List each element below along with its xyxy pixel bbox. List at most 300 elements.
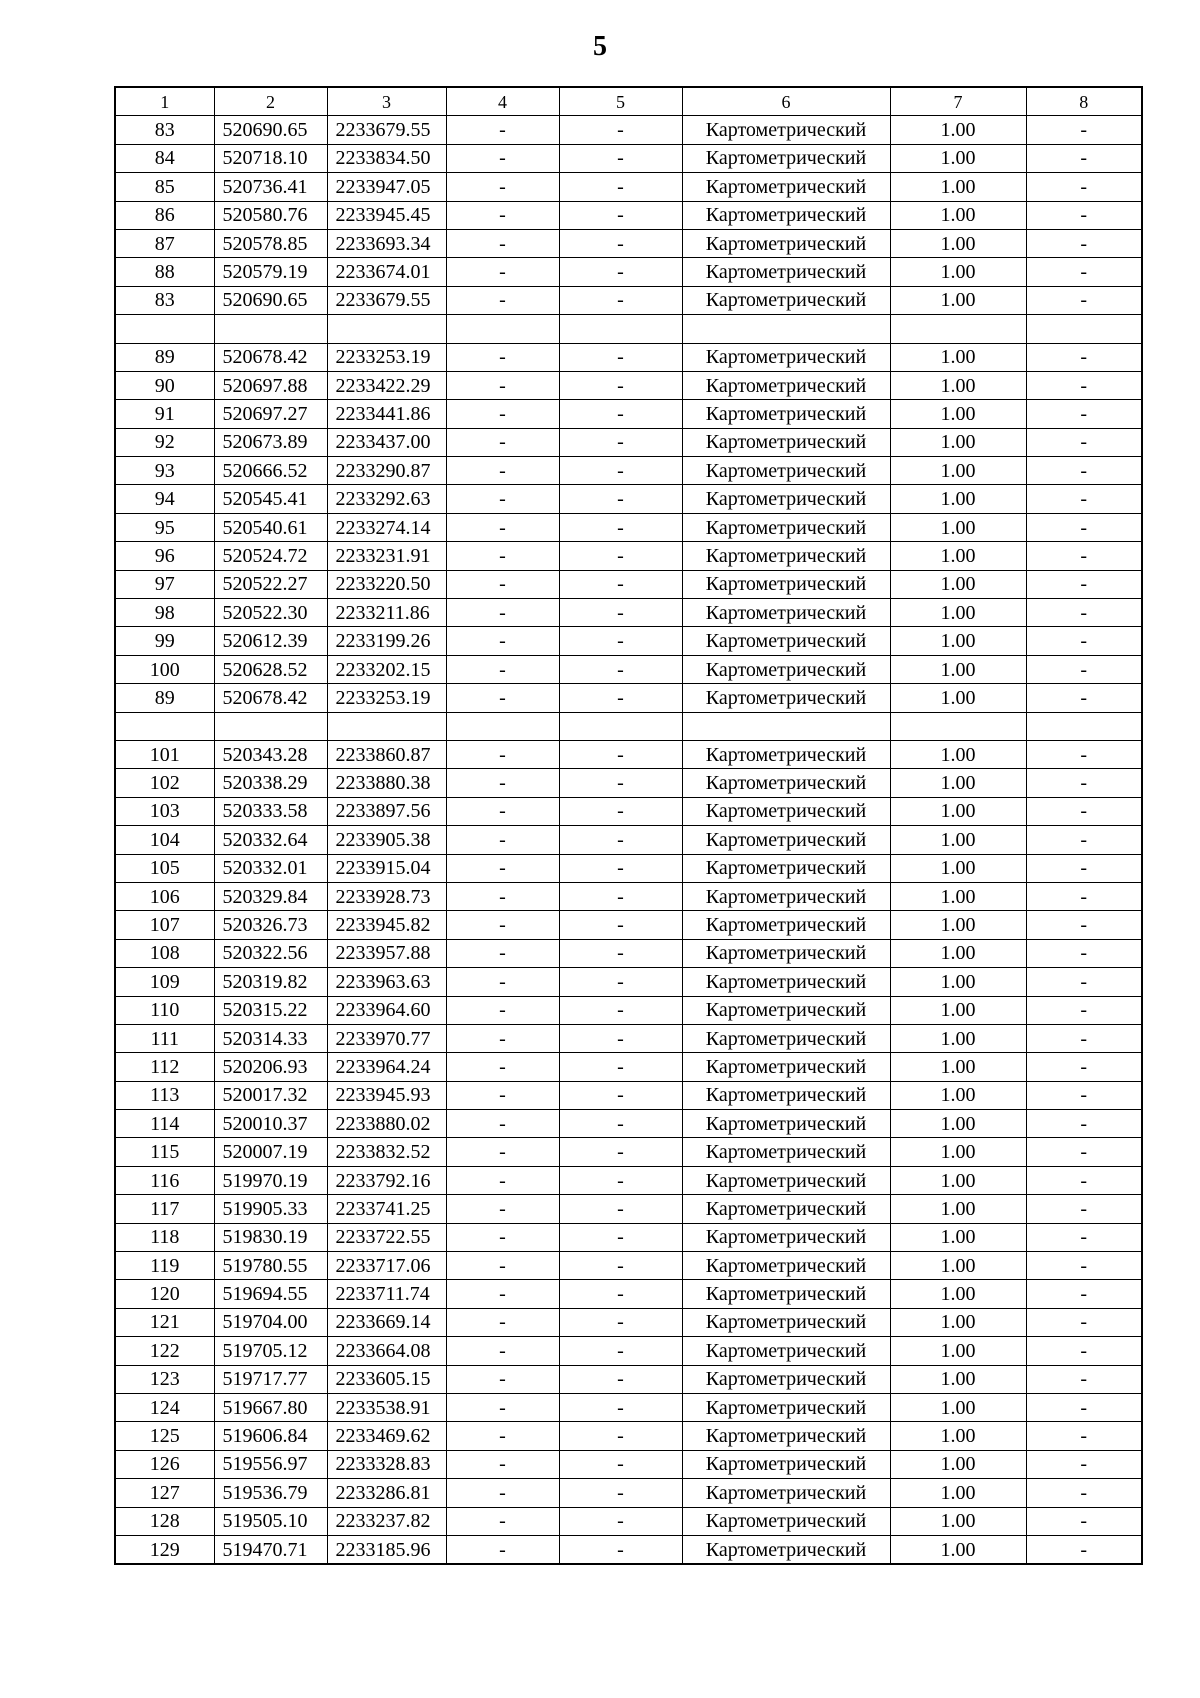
cell-col-4: - <box>446 1507 559 1535</box>
cell-coord-x: 520206.93 <box>214 1053 327 1081</box>
cell-col-4: - <box>446 1535 559 1564</box>
cell-point-number: 99 <box>115 627 214 655</box>
cell-method: Картометрический <box>682 1479 890 1507</box>
cell-col-8: - <box>1026 371 1142 399</box>
cell-point-number: 117 <box>115 1195 214 1223</box>
cell-coord-y: 2233422.29 <box>327 371 446 399</box>
cell-coord-y: 2233437.00 <box>327 428 446 456</box>
cell-col-4: - <box>446 1166 559 1194</box>
table-row <box>115 996 1142 1024</box>
cell-col-5: - <box>559 1280 682 1308</box>
cell-col-8: - <box>1026 1053 1142 1081</box>
cell-col-4: - <box>446 968 559 996</box>
table-header-row <box>115 87 1142 116</box>
table-row <box>115 400 1142 428</box>
cell-coord-y: 2233664.08 <box>327 1337 446 1365</box>
cell-accuracy: 1.00 <box>890 797 1026 825</box>
cell-coord-y: 2233274.14 <box>327 513 446 541</box>
cell-col-4: - <box>446 201 559 229</box>
cell-point-number <box>115 315 214 343</box>
cell-coord-y: 2233860.87 <box>327 740 446 768</box>
cell-coord-y: 2233832.52 <box>327 1138 446 1166</box>
cell-col-4: - <box>446 996 559 1024</box>
cell-coord-y <box>327 315 446 343</box>
cell-point-number: 93 <box>115 457 214 485</box>
header-cell-point-number: 1 <box>115 87 214 116</box>
cell-col-5: - <box>559 826 682 854</box>
cell-col-8: - <box>1026 258 1142 286</box>
cell-accuracy: 1.00 <box>890 371 1026 399</box>
cell-method: Картометрический <box>682 1024 890 1052</box>
table-row <box>115 1535 1142 1564</box>
table-row <box>115 343 1142 371</box>
header-cell-col-4: 4 <box>446 87 559 116</box>
cell-point-number: 119 <box>115 1252 214 1280</box>
table-row <box>115 173 1142 201</box>
cell-col-4: - <box>446 457 559 485</box>
cell-accuracy: 1.00 <box>890 599 1026 627</box>
cell-point-number: 120 <box>115 1280 214 1308</box>
cell-col-5: - <box>559 1166 682 1194</box>
cell-method: Картометрический <box>682 1280 890 1308</box>
cell-col-4: - <box>446 1337 559 1365</box>
cell-col-8: - <box>1026 1223 1142 1251</box>
cell-coord-x: 520580.76 <box>214 201 327 229</box>
cell-col-5: - <box>559 201 682 229</box>
cell-method: Картометрический <box>682 116 890 144</box>
cell-accuracy: 1.00 <box>890 542 1026 570</box>
cell-point-number: 105 <box>115 854 214 882</box>
cell-coord-x: 520522.30 <box>214 599 327 627</box>
cell-col-4: - <box>446 740 559 768</box>
cell-col-4: - <box>446 1393 559 1421</box>
cell-point-number: 114 <box>115 1110 214 1138</box>
cell-method: Картометрический <box>682 343 890 371</box>
cell-accuracy: 1.00 <box>890 1280 1026 1308</box>
cell-col-5: - <box>559 1110 682 1138</box>
cell-col-8: - <box>1026 570 1142 598</box>
cell-coord-y: 2233253.19 <box>327 343 446 371</box>
table-row <box>115 740 1142 768</box>
cell-col-8: - <box>1026 740 1142 768</box>
cell-method: Картометрический <box>682 1393 890 1421</box>
cell-col-8: - <box>1026 1195 1142 1223</box>
cell-col-8: - <box>1026 1081 1142 1109</box>
table-body <box>115 87 1142 1564</box>
cell-col-8: - <box>1026 911 1142 939</box>
cell-col-5: - <box>559 627 682 655</box>
table-row <box>115 882 1142 910</box>
cell-coord-x: 520332.01 <box>214 854 327 882</box>
cell-col-4: - <box>446 428 559 456</box>
cell-method: Картометрический <box>682 996 890 1024</box>
cell-col-5: - <box>559 1252 682 1280</box>
cell-point-number: 98 <box>115 599 214 627</box>
cell-method: Картометрический <box>682 769 890 797</box>
cell-col-8: - <box>1026 1479 1142 1507</box>
cell-col-4: - <box>446 826 559 854</box>
cell-col-8: - <box>1026 769 1142 797</box>
cell-col-5: - <box>559 116 682 144</box>
cell-col-4: - <box>446 599 559 627</box>
cell-coord-x: 519606.84 <box>214 1422 327 1450</box>
cell-col-5: - <box>559 1195 682 1223</box>
cell-coord-y: 2233880.38 <box>327 769 446 797</box>
cell-method: Картометрический <box>682 1053 890 1081</box>
cell-coord-x: 520326.73 <box>214 911 327 939</box>
cell-col-4 <box>446 315 559 343</box>
cell-coord-y: 2233220.50 <box>327 570 446 598</box>
cell-method: Картометрический <box>682 655 890 683</box>
cell-col-5: - <box>559 229 682 257</box>
cell-point-number: 96 <box>115 542 214 570</box>
table-row <box>115 371 1142 399</box>
cell-col-5: - <box>559 599 682 627</box>
cell-accuracy: 1.00 <box>890 1450 1026 1478</box>
cell-col-4: - <box>446 769 559 797</box>
cell-coord-y: 2233741.25 <box>327 1195 446 1223</box>
cell-col-4: - <box>446 1280 559 1308</box>
cell-col-4: - <box>446 1195 559 1223</box>
cell-col-8: - <box>1026 201 1142 229</box>
cell-accuracy: 1.00 <box>890 911 1026 939</box>
cell-coord-y: 2233905.38 <box>327 826 446 854</box>
cell-accuracy: 1.00 <box>890 457 1026 485</box>
cell-point-number: 104 <box>115 826 214 854</box>
cell-coord-y: 2233538.91 <box>327 1393 446 1421</box>
cell-col-8: - <box>1026 1308 1142 1336</box>
cell-col-8: - <box>1026 599 1142 627</box>
cell-col-8: - <box>1026 1393 1142 1421</box>
cell-coord-y: 2233211.86 <box>327 599 446 627</box>
cell-col-8: - <box>1026 1280 1142 1308</box>
cell-method: Картометрический <box>682 1365 890 1393</box>
cell-coord-y: 2233964.24 <box>327 1053 446 1081</box>
cell-method: Картометрический <box>682 826 890 854</box>
cell-coord-y: 2233711.74 <box>327 1280 446 1308</box>
cell-accuracy: 1.00 <box>890 939 1026 967</box>
cell-accuracy: 1.00 <box>890 485 1026 513</box>
cell-coord-x: 519704.00 <box>214 1308 327 1336</box>
cell-point-number: 126 <box>115 1450 214 1478</box>
cell-accuracy: 1.00 <box>890 1138 1026 1166</box>
cell-col-5: - <box>559 457 682 485</box>
cell-coord-x: 519694.55 <box>214 1280 327 1308</box>
cell-point-number: 88 <box>115 258 214 286</box>
cell-accuracy: 1.00 <box>890 655 1026 683</box>
table-row <box>115 286 1142 314</box>
cell-coord-y: 2233605.15 <box>327 1365 446 1393</box>
cell-method: Картометрический <box>682 1110 890 1138</box>
cell-col-4: - <box>446 1110 559 1138</box>
cell-coord-x: 520545.41 <box>214 485 327 513</box>
cell-accuracy: 1.00 <box>890 229 1026 257</box>
cell-col-5 <box>559 315 682 343</box>
cell-col-8: - <box>1026 286 1142 314</box>
cell-col-8: - <box>1026 343 1142 371</box>
cell-col-4: - <box>446 882 559 910</box>
table-row <box>115 939 1142 967</box>
cell-method: Картометрический <box>682 428 890 456</box>
cell-col-4: - <box>446 542 559 570</box>
cell-col-8: - <box>1026 1110 1142 1138</box>
cell-point-number: 86 <box>115 201 214 229</box>
cell-coord-x: 520678.42 <box>214 343 327 371</box>
cell-coord-y: 2233185.96 <box>327 1535 446 1564</box>
cell-coord-y: 2233669.14 <box>327 1308 446 1336</box>
cell-col-4: - <box>446 286 559 314</box>
cell-coord-x: 520017.32 <box>214 1081 327 1109</box>
cell-col-5: - <box>559 740 682 768</box>
cell-col-5: - <box>559 1081 682 1109</box>
cell-col-4: - <box>446 1223 559 1251</box>
cell-col-5: - <box>559 1450 682 1478</box>
cell-accuracy: 1.00 <box>890 570 1026 598</box>
cell-col-4: - <box>446 116 559 144</box>
cell-method: Картометрический <box>682 684 890 712</box>
cell-col-5: - <box>559 1393 682 1421</box>
table-row <box>115 826 1142 854</box>
table-row <box>115 201 1142 229</box>
cell-accuracy: 1.00 <box>890 1479 1026 1507</box>
cell-coord-y: 2233945.45 <box>327 201 446 229</box>
cell-coord-y: 2233292.63 <box>327 485 446 513</box>
cell-coord-y: 2233964.60 <box>327 996 446 1024</box>
cell-method: Картометрический <box>682 570 890 598</box>
cell-col-4: - <box>446 1138 559 1166</box>
cell-point-number: 127 <box>115 1479 214 1507</box>
cell-coord-x: 519536.79 <box>214 1479 327 1507</box>
cell-col-4: - <box>446 229 559 257</box>
cell-col-8: - <box>1026 513 1142 541</box>
table-row <box>115 599 1142 627</box>
cell-col-4: - <box>446 1053 559 1081</box>
cell-col-4 <box>446 712 559 740</box>
cell-point-number: 102 <box>115 769 214 797</box>
cell-point-number: 109 <box>115 968 214 996</box>
cell-col-5: - <box>559 1479 682 1507</box>
cell-method: Картометрический <box>682 911 890 939</box>
cell-col-8: - <box>1026 229 1142 257</box>
cell-col-4: - <box>446 1365 559 1393</box>
cell-point-number: 111 <box>115 1024 214 1052</box>
cell-coord-x: 519505.10 <box>214 1507 327 1535</box>
cell-method: Картометрический <box>682 627 890 655</box>
cell-accuracy: 1.00 <box>890 826 1026 854</box>
cell-col-8: - <box>1026 996 1142 1024</box>
cell-accuracy: 1.00 <box>890 968 1026 996</box>
cell-coord-x: 520690.65 <box>214 116 327 144</box>
cell-accuracy: 1.00 <box>890 1422 1026 1450</box>
cell-col-8: - <box>1026 542 1142 570</box>
cell-coord-y: 2233915.04 <box>327 854 446 882</box>
cell-col-8: - <box>1026 428 1142 456</box>
table-row <box>115 1422 1142 1450</box>
table-row <box>115 570 1142 598</box>
cell-col-8: - <box>1026 655 1142 683</box>
cell-method: Картометрический <box>682 1081 890 1109</box>
cell-coord-y: 2233286.81 <box>327 1479 446 1507</box>
cell-col-4: - <box>446 513 559 541</box>
cell-method: Картометрический <box>682 400 890 428</box>
cell-col-4: - <box>446 1081 559 1109</box>
cell-accuracy: 1.00 <box>890 258 1026 286</box>
cell-col-8: - <box>1026 1337 1142 1365</box>
table-row <box>115 1365 1142 1393</box>
cell-coord-x: 519780.55 <box>214 1252 327 1280</box>
cell-accuracy: 1.00 <box>890 201 1026 229</box>
table-row <box>115 513 1142 541</box>
cell-col-4: - <box>446 485 559 513</box>
cell-coord-y: 2233693.34 <box>327 229 446 257</box>
cell-col-4: - <box>446 258 559 286</box>
cell-accuracy: 1.00 <box>890 1024 1026 1052</box>
cell-point-number: 107 <box>115 911 214 939</box>
cell-accuracy: 1.00 <box>890 1195 1026 1223</box>
cell-col-4: - <box>446 911 559 939</box>
cell-method: Картометрический <box>682 542 890 570</box>
table-row <box>115 229 1142 257</box>
cell-col-5: - <box>559 144 682 172</box>
cell-col-4: - <box>446 1308 559 1336</box>
cell-accuracy: 1.00 <box>890 740 1026 768</box>
cell-point-number: 90 <box>115 371 214 399</box>
cell-col-8: - <box>1026 939 1142 967</box>
cell-point-number: 92 <box>115 428 214 456</box>
table-row <box>115 1450 1142 1478</box>
cell-col-5: - <box>559 343 682 371</box>
cell-point-number: 89 <box>115 684 214 712</box>
header-cell-coord-x: 2 <box>214 87 327 116</box>
cell-point-number: 89 <box>115 343 214 371</box>
cell-coord-y <box>327 712 446 740</box>
table-row <box>115 627 1142 655</box>
cell-coord-x: 520338.29 <box>214 769 327 797</box>
cell-coord-y: 2233290.87 <box>327 457 446 485</box>
cell-method: Картометрический <box>682 1337 890 1365</box>
cell-col-8: - <box>1026 1252 1142 1280</box>
cell-point-number: 91 <box>115 400 214 428</box>
cell-method: Картометрический <box>682 457 890 485</box>
cell-col-5: - <box>559 371 682 399</box>
table-row <box>115 1308 1142 1336</box>
cell-coord-y: 2233679.55 <box>327 116 446 144</box>
cell-col-5: - <box>559 428 682 456</box>
cell-coord-x: 520736.41 <box>214 173 327 201</box>
cell-col-8: - <box>1026 627 1142 655</box>
cell-coord-x <box>214 315 327 343</box>
table-row <box>115 854 1142 882</box>
table-row <box>115 1138 1142 1166</box>
cell-accuracy: 1.00 <box>890 1308 1026 1336</box>
cell-coord-y: 2233441.86 <box>327 400 446 428</box>
cell-accuracy: 1.00 <box>890 1053 1026 1081</box>
table-row <box>115 144 1142 172</box>
cell-coord-x: 520524.72 <box>214 542 327 570</box>
cell-method <box>682 315 890 343</box>
cell-accuracy: 1.00 <box>890 286 1026 314</box>
cell-method: Картометрический <box>682 201 890 229</box>
cell-point-number: 115 <box>115 1138 214 1166</box>
cell-coord-x: 519705.12 <box>214 1337 327 1365</box>
cell-coord-x: 520010.37 <box>214 1110 327 1138</box>
cell-coord-y: 2233679.55 <box>327 286 446 314</box>
cell-method: Картометрический <box>682 882 890 910</box>
cell-method: Картометрический <box>682 1223 890 1251</box>
cell-method: Картометрический <box>682 1195 890 1223</box>
cell-coord-x: 520666.52 <box>214 457 327 485</box>
cell-coord-y: 2233199.26 <box>327 627 446 655</box>
page-number: 5 <box>593 31 607 62</box>
cell-coord-x: 519667.80 <box>214 1393 327 1421</box>
cell-point-number: 124 <box>115 1393 214 1421</box>
cell-point-number: 128 <box>115 1507 214 1535</box>
cell-col-8: - <box>1026 1422 1142 1450</box>
cell-point-number: 97 <box>115 570 214 598</box>
cell-accuracy: 1.00 <box>890 1393 1026 1421</box>
cell-coord-y: 2233717.06 <box>327 1252 446 1280</box>
table-row <box>115 485 1142 513</box>
cell-accuracy: 1.00 <box>890 1081 1026 1109</box>
cell-point-number: 112 <box>115 1053 214 1081</box>
cell-col-5: - <box>559 1308 682 1336</box>
header-cell-accuracy: 7 <box>890 87 1026 116</box>
table-row <box>115 258 1142 286</box>
cell-accuracy <box>890 315 1026 343</box>
cell-method: Картометрический <box>682 1166 890 1194</box>
cell-coord-x: 520718.10 <box>214 144 327 172</box>
cell-col-8: - <box>1026 1024 1142 1052</box>
cell-method: Картометрический <box>682 939 890 967</box>
table-row <box>115 457 1142 485</box>
cell-accuracy: 1.00 <box>890 1337 1026 1365</box>
cell-method: Картометрический <box>682 599 890 627</box>
table-row <box>115 1166 1142 1194</box>
cell-col-4: - <box>446 1252 559 1280</box>
cell-coord-x: 520007.19 <box>214 1138 327 1166</box>
cell-col-5: - <box>559 1507 682 1535</box>
cell-col-8: - <box>1026 854 1142 882</box>
cell-col-5: - <box>559 1337 682 1365</box>
cell-col-8: - <box>1026 400 1142 428</box>
cell-point-number: 106 <box>115 882 214 910</box>
cell-coord-x: 520678.42 <box>214 684 327 712</box>
cell-coord-x: 520697.88 <box>214 371 327 399</box>
cell-col-4: - <box>446 144 559 172</box>
cell-col-8: - <box>1026 1507 1142 1535</box>
cell-accuracy: 1.00 <box>890 400 1026 428</box>
cell-col-4: - <box>446 854 559 882</box>
table-row <box>115 116 1142 144</box>
cell-col-5: - <box>559 882 682 910</box>
cell-point-number: 116 <box>115 1166 214 1194</box>
cell-method: Картометрический <box>682 1535 890 1564</box>
cell-accuracy: 1.00 <box>890 1535 1026 1564</box>
cell-accuracy: 1.00 <box>890 882 1026 910</box>
cell-coord-y: 2233963.63 <box>327 968 446 996</box>
cell-col-8: - <box>1026 173 1142 201</box>
cell-coord-y: 2233947.05 <box>327 173 446 201</box>
cell-method: Картометрический <box>682 1450 890 1478</box>
cell-coord-y: 2233237.82 <box>327 1507 446 1535</box>
cell-method: Картометрический <box>682 229 890 257</box>
cell-col-5: - <box>559 939 682 967</box>
cell-method: Картометрический <box>682 258 890 286</box>
cell-point-number: 122 <box>115 1337 214 1365</box>
table-row <box>115 1024 1142 1052</box>
cell-coord-y: 2233202.15 <box>327 655 446 683</box>
cell-point-number: 125 <box>115 1422 214 1450</box>
